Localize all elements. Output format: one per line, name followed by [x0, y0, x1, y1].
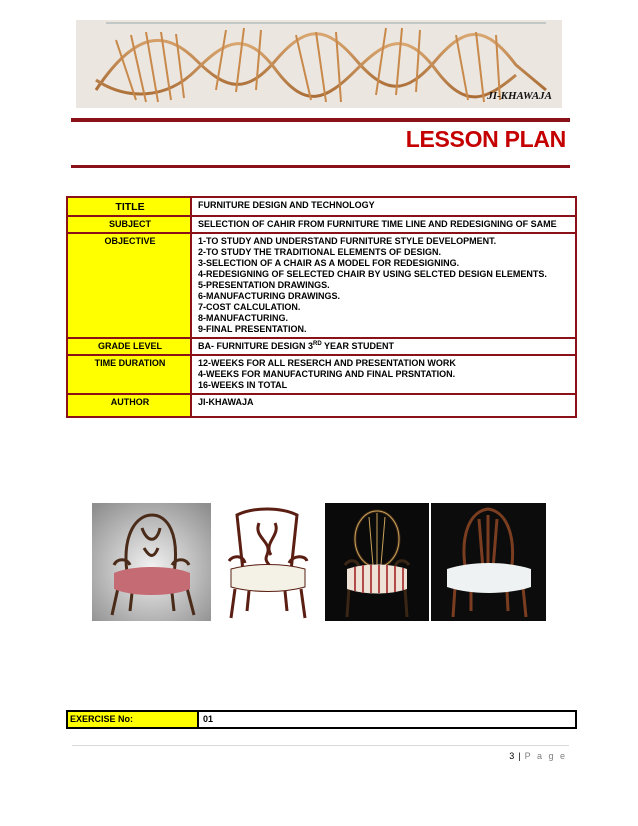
table-row-duration	[67, 355, 576, 394]
objective-item: 4-REDESIGNING OF SELECTED CHAIR BY USING SELCTED DESIGN ELEMENTS.	[198, 269, 547, 279]
footer-rule	[72, 745, 569, 746]
duration-item: 12-WEEKS FOR ALL RESERCH AND PRESENTATION WORK	[198, 358, 456, 368]
table-row-objective	[67, 233, 576, 338]
page-footer	[0, 751, 567, 761]
header-rule-top	[71, 118, 570, 122]
grade-value-suffix: YEAR STUDENT	[321, 341, 395, 351]
title-value: FURNITURE DESIGN AND TECHNOLOGY	[191, 197, 576, 216]
objective-item: 7-COST CALCULATION.	[198, 302, 301, 312]
page-word: P a g e	[524, 751, 567, 761]
grade-value-sup: RD	[313, 341, 322, 347]
grade-label: GRADE LEVEL	[67, 338, 191, 355]
header-rule-bottom	[71, 165, 570, 168]
grade-value	[191, 338, 576, 355]
title-label: TITLE	[67, 197, 191, 216]
header-banner-image	[76, 20, 562, 108]
duration-item: 16-WEEKS IN TOTAL	[198, 380, 288, 390]
objective-item: 9-FINAL PRESENTATION.	[198, 324, 307, 334]
table-row-author	[67, 394, 576, 417]
banner-caption: JI-KHAWAJA	[487, 90, 552, 102]
page-title: LESSON PLAN	[405, 126, 566, 152]
grade-value-prefix: BA- FURNITURE DESIGN 3	[198, 341, 314, 351]
footer-separator: |	[518, 751, 521, 761]
objective-item: 2-TO STUDY THE TRADITIONAL ELEMENTS OF DESIGN.	[198, 247, 442, 257]
objective-label: OBJECTIVE	[67, 233, 191, 338]
objective-item: 8-MANUFACTURING.	[198, 313, 288, 323]
objective-item: 6-MANUFACTURING DRAWINGS.	[198, 291, 340, 301]
duration-label: TIME DURATION	[67, 355, 191, 394]
duration-item: 4-WEEKS FOR MANUFACTURING AND FINAL PRSNTATION.	[198, 369, 456, 379]
subject-label: SUBJECT	[67, 216, 191, 233]
author-value: JI-KHAWAJA	[191, 394, 576, 417]
chair-photo-4	[431, 503, 546, 621]
page-number: 3	[509, 751, 515, 761]
exercise-divider	[197, 712, 199, 727]
author-label: AUTHOR	[67, 394, 191, 417]
exercise-number-bar	[66, 710, 577, 729]
chair-photo-3	[325, 503, 429, 621]
objective-item: 5-PRESENTATION DRAWINGS.	[198, 280, 330, 290]
table-row-subject	[67, 216, 576, 233]
objective-list	[191, 233, 576, 338]
table-row-grade	[67, 338, 576, 355]
exercise-label: EXERCISE No:	[68, 712, 197, 727]
duration-list	[191, 355, 576, 394]
chair-photo-1	[92, 503, 211, 621]
table-row-title	[67, 197, 576, 216]
lesson-plan-table	[66, 196, 577, 418]
objective-item: 1-TO STUDY AND UNDERSTAND FURNITURE STYLE DEVELOPMENT.	[198, 236, 497, 246]
objective-item: 3-SELECTION OF A CHAIR AS A MODEL FOR REDESIGNING.	[198, 258, 460, 268]
exercise-value: 01	[203, 714, 214, 724]
chair-photo-2	[213, 503, 321, 621]
subject-value: SELECTION OF CAHIR FROM FURNITURE TIME LINE AND REDESIGNING OF SAME	[191, 216, 576, 233]
